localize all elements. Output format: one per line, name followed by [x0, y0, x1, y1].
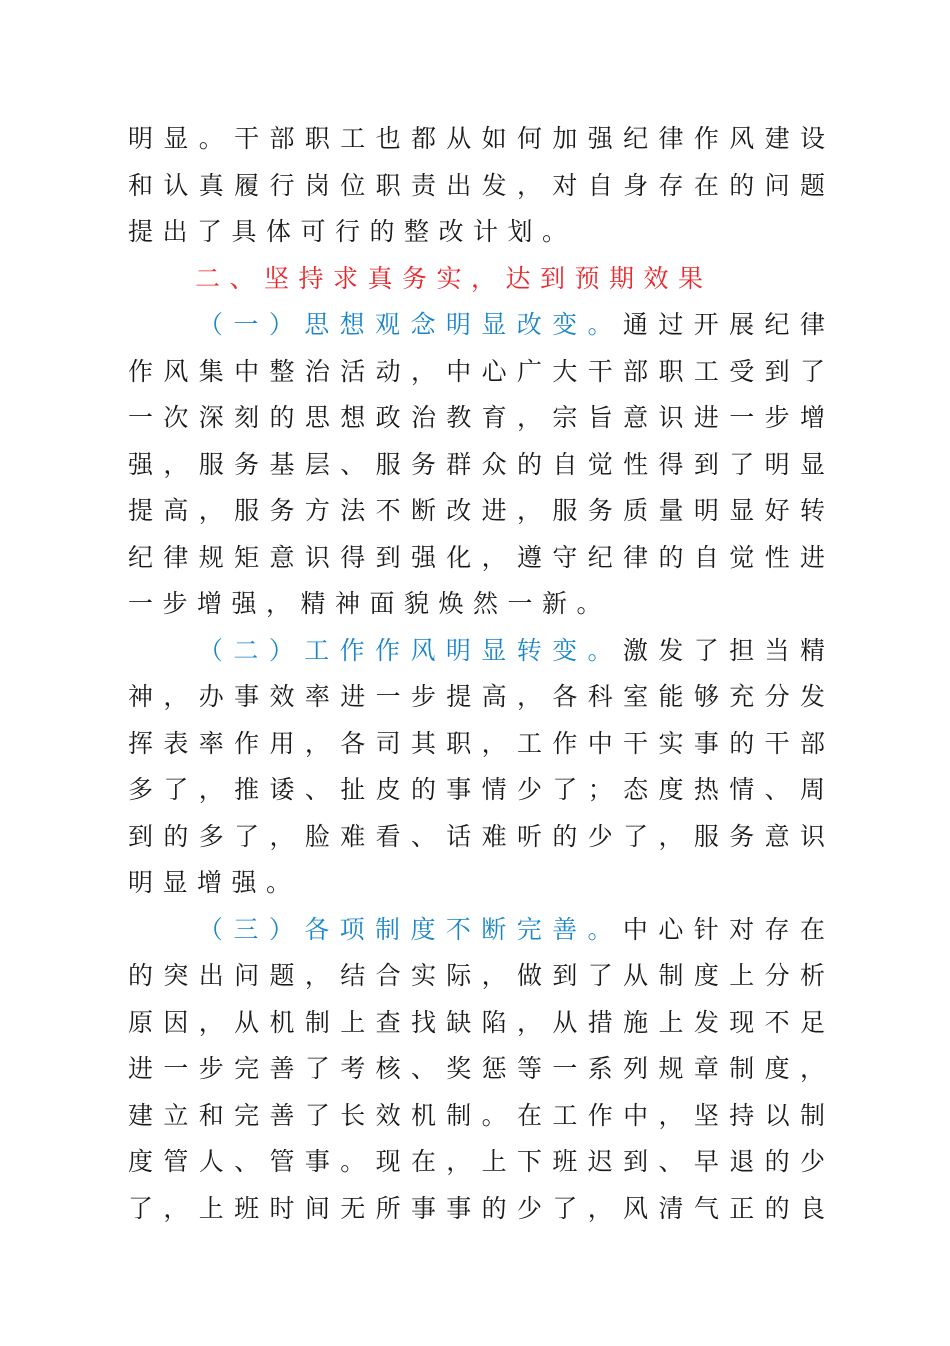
body-line: 提高，服务方法不断改进，服务质量明显好转	[128, 496, 825, 525]
body-line: 多了，推诿、扯皮的事情少了；态度热情、周	[128, 775, 825, 804]
subsection-title: （一）思想观念明显改变。	[198, 310, 623, 339]
body-line: 强，服务基层、服务群众的自觉性得到了明显	[128, 450, 825, 479]
body-line: 提出了具体可行的整改计划。	[128, 217, 577, 246]
section-heading: 二、坚持求真务实，达到预期效果	[195, 264, 713, 293]
body-line: 了，上班时间无所事事的少了，风清气正的良	[128, 1194, 825, 1223]
body-line: 明显增强。	[128, 868, 301, 897]
body-text: 通过开展纪律	[622, 310, 825, 339]
body-line: 明显。干部职工也都从如何加强纪律作风建设	[128, 124, 825, 153]
subsection-first-line	[198, 913, 825, 947]
body-line: 作风集中整治活动，中心广大干部职工受到了	[128, 357, 825, 386]
subsection-first-line	[198, 308, 825, 342]
body-line: 挥表率作用，各司其职，工作中干实事的干部	[128, 729, 825, 758]
body-line: 度管人、管事。现在，上下班迟到、早退的少	[128, 1147, 825, 1176]
body-line: 到的多了，脸难看、话难听的少了，服务意识	[128, 822, 825, 851]
body-text: 激发了担当精	[622, 636, 825, 665]
body-text: 中心针对存在	[622, 915, 825, 944]
subsection-title: （二）工作作风明显转变。	[198, 636, 623, 665]
body-line: 神，办事效率进一步提高，各科室能够充分发	[128, 682, 825, 711]
body-line: 一步增强，精神面貌焕然一新。	[128, 589, 612, 618]
subsection-first-line	[198, 634, 825, 668]
body-line: 的突出问题，结合实际，做到了从制度上分析	[128, 961, 825, 990]
subsection-title: （三）各项制度不断完善。	[198, 915, 623, 944]
body-line: 纪律规矩意识得到强化，遵守纪律的自觉性进	[128, 543, 825, 572]
body-line: 原因，从机制上查找缺陷，从措施上发现不足	[128, 1008, 825, 1037]
body-line: 建立和完善了长效机制。在工作中，坚持以制	[128, 1101, 825, 1130]
body-line: 进一步完善了考核、奖惩等一系列规章制度，	[128, 1054, 825, 1083]
body-line: 和认真履行岗位职责出发，对自身存在的问题	[128, 171, 825, 200]
body-line: 一次深刻的思想政治教育，宗旨意识进一步增	[128, 403, 825, 432]
